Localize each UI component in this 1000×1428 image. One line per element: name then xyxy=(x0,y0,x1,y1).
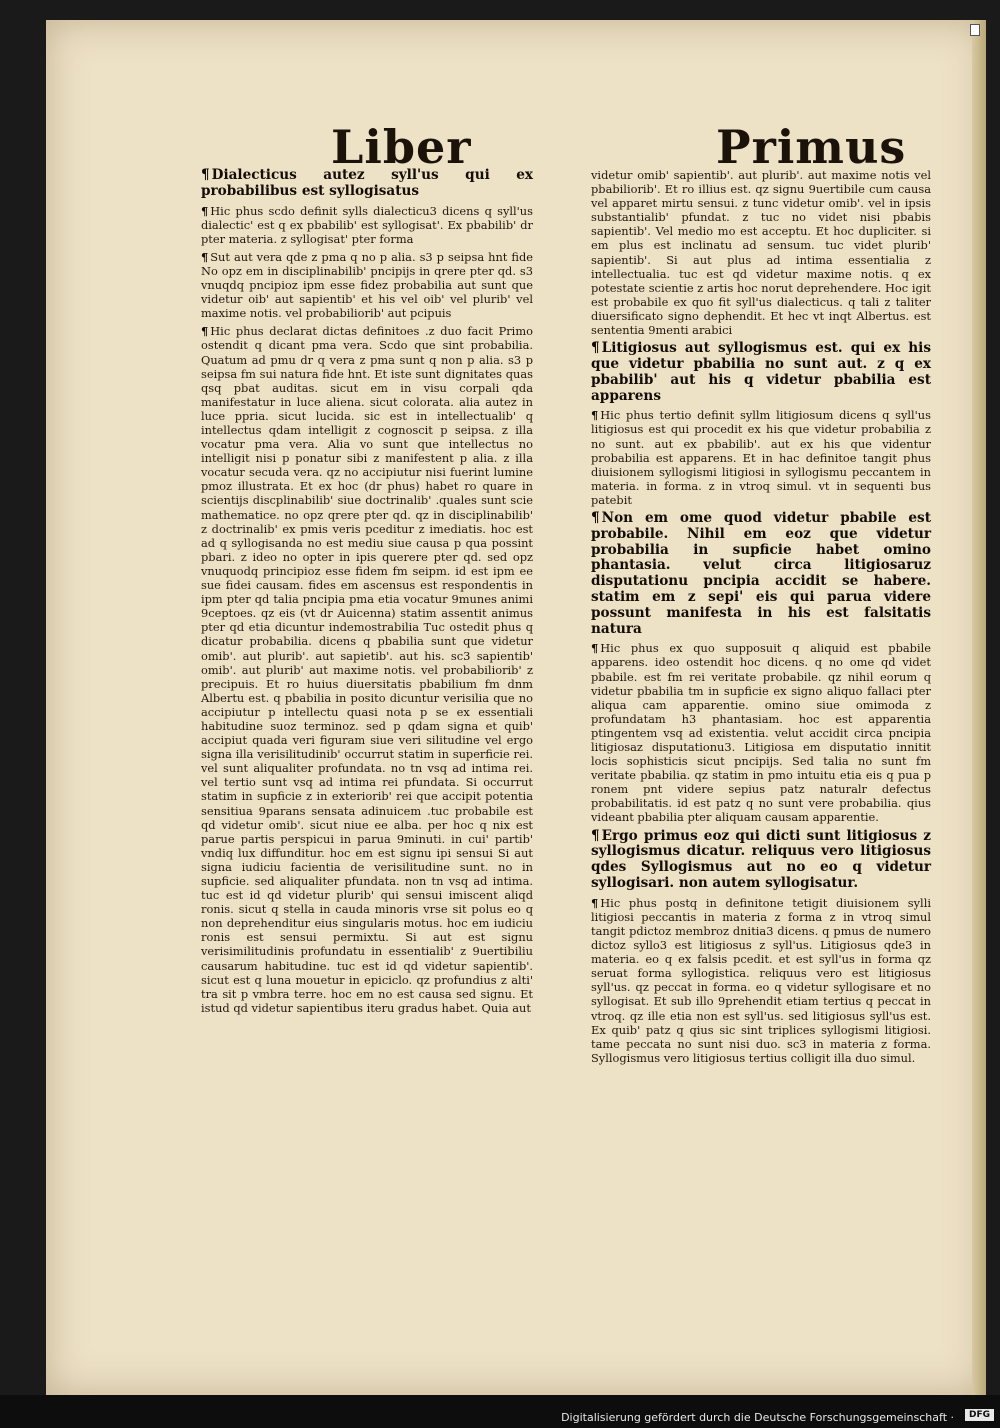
paragraph-mark-icon: ¶ xyxy=(591,408,599,423)
paragraph: ¶ Hic phus postq in definitone tetigit diuisionem sylli litigiosi peccantis in materia z forma z in vtroq simul tangit pdictoz membroz dnitia3 dicens. q pmus de numero dictoz syllo3 est litigiosus z syll'us. Litigiosus qde3 in materia. eo q ex falsis pcedit. et est syll'us in forma qz seruat forma syllogistica. reliquus vero est litigiosus syll'us. qz peccat in forma. eo q videtur syllogisare et no syllogisat. Et sub illo 9prehendit etiam tertius q peccat in vtroq. qz ille etia non est syll'us. sed litigiosus syll'us est. Ex quib' patz q qius sic sint triplices syllogismi litigiosi. tame peccata no sunt nisi duo. sc3 in materia z forma. Syllogismus vero litigiosus tertius colligit illa duo simul. xyxy=(591,895,931,1065)
text-column-right xyxy=(591,168,931,1069)
paragraph: ¶ Litigiosus aut syllogismus est. qui ex his que videtur pbabilia no sunt aut. z q ex pbabilib' aut his q videtur pbabilia est apparens xyxy=(591,340,931,404)
paragraph-mark-icon: ¶ xyxy=(591,509,600,526)
paragraph-mark-icon: ¶ xyxy=(591,340,600,357)
footer-bar xyxy=(0,1395,1000,1428)
paragraph: ¶ Ergo primus eoz qui dicti sunt litigiosus z syllogismus dicatur. reliquus vero litigiosus qdes Syllogismus aut no eo q videtur syllogisari. non autem syllogisatur. xyxy=(591,827,931,891)
text-column-left xyxy=(201,168,533,1019)
paragraph-mark-icon: ¶ xyxy=(591,641,599,656)
paragraph: ¶ Hic phus tertio definit syllm litigiosum dicens q syll'us litigiosus est qui procedit ex his que videtur probabilia z no sunt. aut ex pbabilib'. aut ex his que videntur probabilia est apparens. Et in hac definitoe tangit phus diuisionem syllogismi litigiosi in syllogismu peccantem in materia. in forma. z in vtroq simul. vt in sequenti bus patebit xyxy=(591,408,931,507)
manuscript-page xyxy=(46,20,986,1395)
paragraph: ¶ Sut aut vera qde z pma q no p alia. s3 p seipsa hnt fide No opz em in disciplinabilib' pncipijs in qrere pter qd. s3 vnuqdq pncipioz ipm esse fidez probabilia aut sunt que videtur oib' aut sapientib' et his vel oib' vel plurib' vel maxime notis. vel probabiliorib' aut pcipuis xyxy=(201,249,533,321)
paragraph: videtur omib' sapientib'. aut plurib'. aut maxime notis vel pbabiliorib'. Et ro illius est. qz signu 9uertibile cum causa vel apparet mirtu sensui. z tunc videtur omib'. vel in ipsis substantialib' pfundat. z tuc no videt nisi pbabis sapientib'. Vel medio mo est acceptu. Et hoc dupliciter. si em plus est inclinatu ad sensum. tuc videt plurib' sapientib'. Si aut plus ad intima essentialia z intellectualia. tuc est qd videtur maxime notis. q ex potestate scientie z artis hoc norut deprehendere. Hoc igit est probabile ex quo fit syll'us dialecticus. q tali z taliter diuersificato signo dephendit. Et hec vt inqt Albertus. est sententia 9menti arabici xyxy=(591,168,931,338)
paragraph-mark-icon: ¶ xyxy=(201,249,209,264)
paragraph-mark-icon: ¶ xyxy=(201,203,209,218)
header-word-left: Liber xyxy=(331,120,472,174)
paragraph-mark-icon: ¶ xyxy=(201,167,210,183)
paragraph: ¶ Hic phus scdo definit sylls dialecticu3 dicens q syll'us dialectic' est q ex pbabilib' est syllogisat'. Ex pbabilib' dr pter materia. z syllogisat' pter forma xyxy=(201,203,533,246)
paragraph: ¶ Dialecticus autez syll'us qui ex probabilibus est syllogisatus xyxy=(201,167,533,199)
corner-mark xyxy=(970,24,980,36)
paragraph: ¶ Hic phus ex quo supposuit q aliquid est pbabile apparens. ideo ostendit hoc dicens. q no ome qd videt pbabile. est fm rei veritate probabile. qz nihil eorum q videtur pbabilia tm in supficie ex signo aliquo fallaci pter aliqua cam apparentie. omino siue omimoda z profundatam h3 phantasiam. hoc est apparentia ptingentem vsq ad existentia. velut accidit circa pncipia litigiosaz disputationu3. Litigiosa em disputatio innitit locis sophisticis sicut pncipijs. Sed talia no sunt fm veritate pbabilia. qz statim in pmo intuitu etia eis q pua p ronem pnt videre sepius patz naturalr defectus probabilitatis. id est patz q no sunt vere probabilia. qius videant pbabilia pter aliquam causam apparentie. xyxy=(591,641,931,825)
dfg-logo-badge: DFG xyxy=(965,1409,994,1421)
paragraph-mark-icon: ¶ xyxy=(591,827,600,844)
page-edge xyxy=(972,20,986,1395)
paragraph: ¶ Hic phus declarat dictas definitoes .z duo facit Primo ostendit q dicant pma vera. Scdo que sint probabilia. Quatum ad pmu dr q vera z pma sunt q non p alia. s3 p seipsa fm sui natura fide hnt. Et iste sunt dignitates quas qsq pbat auditas. sicut em in visu corpali qda manifestatur in luce aliena. sicut colorata. alia autez in luce ppria. sicut lucida. sic est in intellectualib' q intellectus qdam intelligit z cognoscit p seipsa. z illa vocatur pma vera. Alia vo sunt que intellectus no intelligit nisi p ponatur sibi z manifestent p alia. z illa vocatur secuda vera. qz no accipiutur nisi fuerint lumine pmoz illustrata. Et ex hoc (dr phus) habet ro quare in scientijs discplinabilib' siue doctrinalib' .quales sunt scie mathematice. no opz qrere pter qd. qz in disciplinabilib' z doctrinalib' ex pmis veris pceditur z imediatis. hoc est ad q syllogisanda no est mediu siue causa p qua possint pbari. z ideo no opter in ipis querere pter qd. sed opz vnuquodq principioz esse fidem fm seipm. id est ipm ee sue fidei causam. fides em ascensus est respondentis in ipm pter qd talia pncipia pma etia vocatur 9munes animi 9ceptoes. qz eis (vt dr Auicenna) statim assentit animus pter qd etia dicuntur indemostrabilia Tuc ostedit phus q dicatur probabilia. dicens q pbabilia sunt que videtur omib'. aut plurib'. aut sapietib'. aut his. sc3 sapientib' omib'. aut plurib' aut maxime notis. vel probabiliorib' z precipuis. Et ro huius diuersitatis pbabilium fm dnm Albertu est. q pbabilia in posito dicuntur verisilia que no accipiutur p intellectu quasi nota p se ex essentiali habitudine suoz terminoz. sed p qdam signa et quib' accipiut quada veri figuram siue veri silitudine vel ergo signa illa verisilitudinib' occurrut statim in superficie rei. vel sunt aliqualiter profundata. no tn vsq ad intima rei. vel tertio sunt vsq ad intima rei pfundata. Si occurrut statim in supficie z in exteriorib' rei que accipit potentia sensitiua 9parans sensata adinuicem .tuc probabile est qd videtur omib'. sicut niue ee alba. per hoc q nix est parue partis perspicui in parua 9minuti. in cui' partib' vndiq lux diffunditur. hoc em est signu ipi sensui Si aut signa iudiciu facientia de verisilitudine sunt. no in supficie. sed aliqualiter pfundata. non tn vsq ad intima. tuc est id qd videtur plurib' qui sensui imiscent aliqd ronis. sicut q stella in cauda minoris vrse sit polus eo q non deprehenditur eius singularis motus. hoc em iudiciu ronis est sensui permixtu. Si aut est signu verisimilitudinis profundatu in essentialib' z 9uertibiliu causarum habitudine. tuc est id qd videtur sapientib'. sicut est q luna mouetur in epiciclo. qz profundius z alti' tra sit p vmbra terre. hoc em no est causa sed signu. Et istud qd videtur sapientibus iteru gradus habet. Quia aut xyxy=(201,324,533,1015)
funding-credit: Digitalisierung gefördert durch die Deutsche Forschungsgemeinschaft · xyxy=(561,1411,954,1424)
paragraph-mark-icon: ¶ xyxy=(201,324,209,339)
header-word-right: Primus xyxy=(716,120,907,174)
paragraph: ¶ Non em ome quod videtur pbabile est probabile. Nihil em eoz que videtur probabilia in supficie habet omino phantasia. velut circa litigiosaruz disputationu pncipia accidit se habere. statim em z sepi' eis qui parua videre possunt manifesta in his est falsitatis natura xyxy=(591,509,931,637)
paragraph-mark-icon: ¶ xyxy=(591,895,599,910)
